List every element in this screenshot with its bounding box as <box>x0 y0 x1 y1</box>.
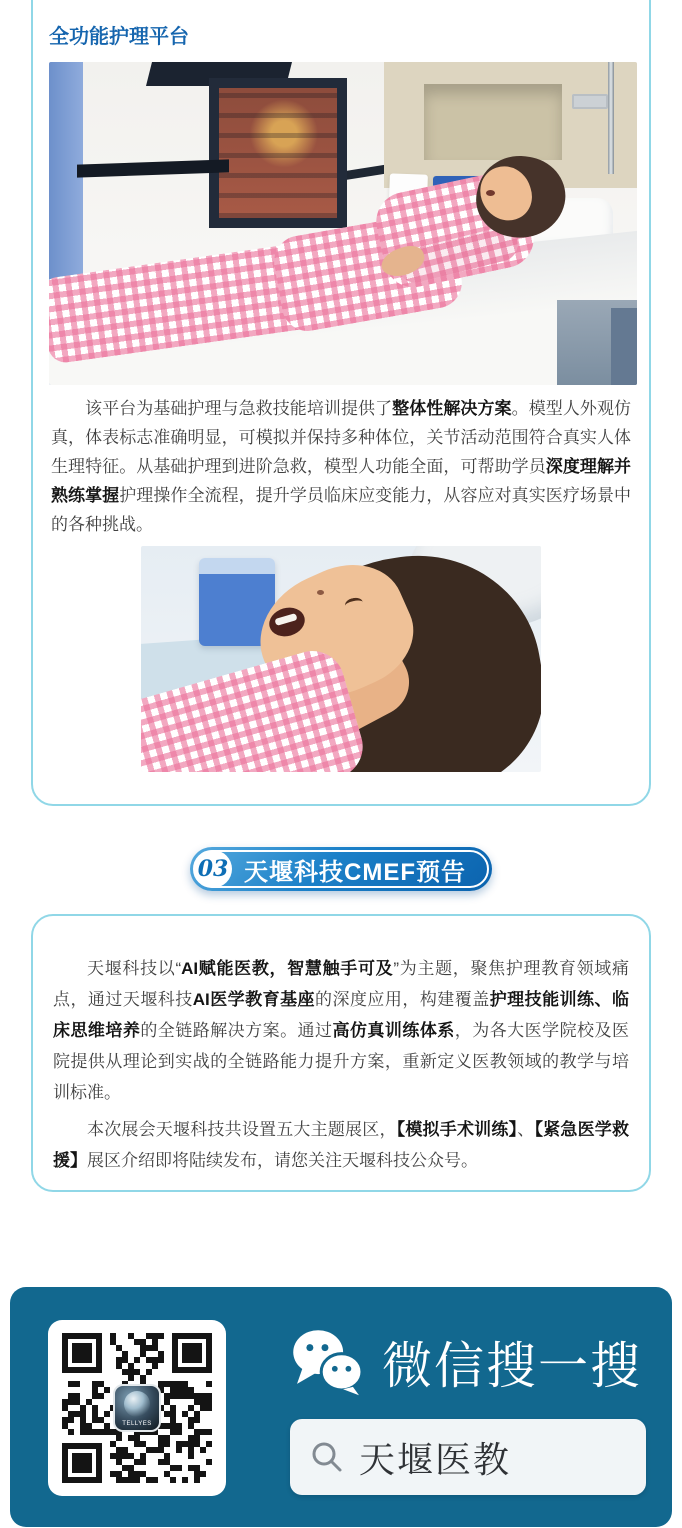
wechat-search-label: 微信搜一搜 <box>382 1338 642 1394</box>
tellyes-globe-icon <box>124 1391 150 1417</box>
wechat-icon <box>290 1328 366 1396</box>
face-closeup-photo[interactable] <box>141 546 541 772</box>
search-query-text: 天堰医教 <box>359 1438 512 1480</box>
qr-finder-bottom-left <box>62 1443 102 1483</box>
section-badge <box>190 847 492 891</box>
qr-pattern <box>62 1333 212 1483</box>
photo1-window <box>209 78 347 228</box>
section-title: 全功能护理平台 <box>49 26 189 48</box>
photo2-manikin-nostril <box>317 590 324 595</box>
photo1-window-view <box>219 88 337 218</box>
photo1-bed-foot <box>611 308 637 385</box>
badge-number: 03 <box>197 856 229 882</box>
qr-logo-label: TELLYES <box>122 1421 152 1427</box>
search-icon <box>310 1440 344 1474</box>
qr-finder-top-right <box>172 1333 212 1373</box>
ward-photo[interactable] <box>49 62 637 385</box>
qr-finder-top-left <box>62 1333 102 1373</box>
wechat-search-banner <box>10 1287 672 1527</box>
cmef-paragraph-1: 天堰科技以“AI赋能医教，智慧触手可及”为主题，聚焦护理教育领域痛点，通过天堰科技AI医学教育基座的深度应用，构建覆盖护理技能训练、临床思维培养的全链路解决方案。通过高仿真训练体系，为各大医学院校及医院提供从理论到实战的全链路能力提升方案，重新定义医教领域的教学与培训标准。 <box>53 959 629 1102</box>
qr-code <box>48 1320 226 1496</box>
photo1-shelf <box>77 159 229 177</box>
qr-center-logo <box>113 1384 161 1432</box>
footer-right <box>290 1327 656 1495</box>
badge-number-circle <box>194 850 232 888</box>
nursing-platform-card <box>31 0 651 806</box>
photo1-iv-pole <box>608 62 614 174</box>
platform-paragraph: 该平台为基础护理与急救技能培训提供了整体性解决方案。模型人外观仿真，体表标志准确明显，可模拟并保持多种体位，关节活动范围符合真实人体生理特征。从基础护理到进阶急救，模型人功能全面，可帮助学员深度理解并熟练掌握护理操作全流程，提升学员临床应变能力，从容应对真实医疗场景中的各种挑战。 <box>51 399 632 534</box>
cmef-paragraph-2: 本次展会天堰科技共设置五大主题展区，【模拟手术训练】、【紧急医学救援】展区介绍即将陆续发布，请您关注天堰科技公众号。 <box>53 1120 629 1170</box>
photo1-manikin-mouth <box>486 190 495 196</box>
wechat-row <box>290 1327 656 1397</box>
badge-row <box>0 847 682 891</box>
badge-label: 天堰科技CMEF预告 <box>244 858 466 886</box>
photo1-outlet <box>572 94 608 109</box>
cmef-preview-card <box>31 914 651 1192</box>
search-box[interactable] <box>290 1419 646 1495</box>
photo1-cabinet-recess <box>424 84 562 160</box>
